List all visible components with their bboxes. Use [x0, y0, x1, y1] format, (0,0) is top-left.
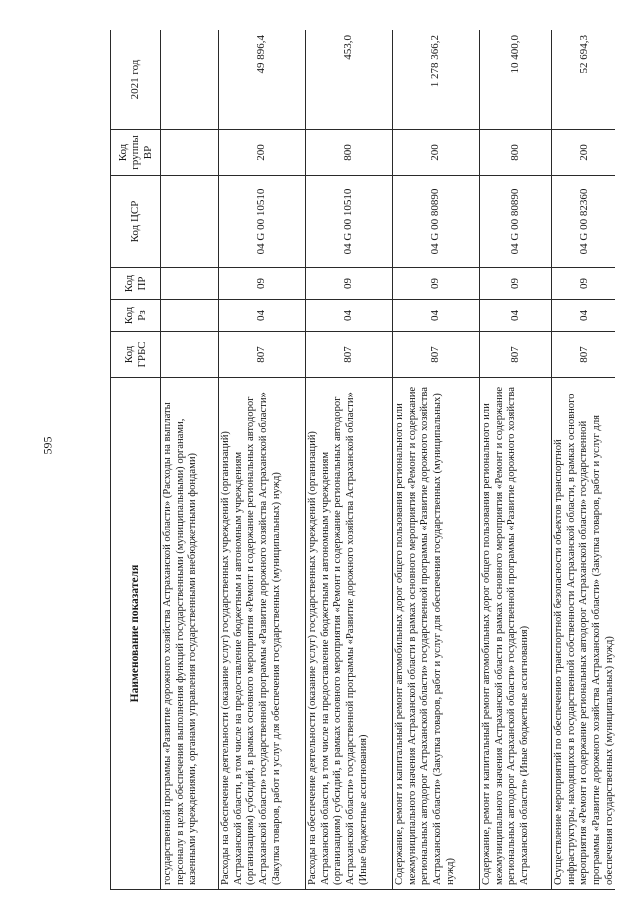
row-rz: 04	[393, 300, 480, 332]
rotated-table-container	[110, 30, 615, 890]
row-csr: 04 G 00 82360	[552, 176, 616, 268]
row-vr: 200	[552, 130, 616, 176]
header-csr: Код ЦСР	[111, 176, 161, 268]
row-name: Содержание, ремонт и капитальный ремонт автомобильных дорог общего пользования регионального или межмуниципального значения Астраханской области в рамках основного мероприятия «Ремонт и содержание региональных автодорог Астраханской области» государственной программы «Развитие дорожного хозяйства Астраханской области» (Закупка товаров, работ и услуг для обеспечения государственных (муниципальных) нужд)	[393, 378, 480, 890]
row-name: Расходы на обеспечение деятельности (оказание услуг) государственных учреждений (организаций) Астраханской области, в том числе на предоставление бюджетным и автономным учреждениям (организациям) субсидий, в рамках основного мероприятия «Ремонт и содержание региональных автодорог Астраханской области» государственной программы «Развитие дорожного хозяйства Астраханской области» (Иные бюджетные ассигнования)	[306, 378, 393, 890]
row-vr: 800	[480, 130, 552, 176]
row-amount: 49 896,4	[219, 30, 306, 130]
row-grbs: 807	[552, 332, 616, 378]
row-vr	[161, 130, 219, 176]
header-grbs: Код ГРБС	[111, 332, 161, 378]
table-row	[161, 30, 219, 890]
row-grbs: 807	[393, 332, 480, 378]
budget-table-area	[110, 30, 615, 890]
row-vr: 200	[219, 130, 306, 176]
row-csr: 04 G 00 80890	[480, 176, 552, 268]
table-row	[393, 30, 480, 890]
row-pr: 09	[393, 268, 480, 300]
row-amount: 52 694,3	[552, 30, 616, 130]
row-pr	[161, 268, 219, 300]
row-rz: 04	[552, 300, 616, 332]
table-row	[480, 30, 552, 890]
row-grbs: 807	[306, 332, 393, 378]
row-pr: 09	[219, 268, 306, 300]
row-rz: 04	[480, 300, 552, 332]
table-row	[552, 30, 616, 890]
row-pr: 09	[552, 268, 616, 300]
row-amount: 10 400,0	[480, 30, 552, 130]
row-csr	[161, 176, 219, 268]
row-pr: 09	[480, 268, 552, 300]
table-row	[306, 30, 393, 890]
table-header-row	[111, 30, 161, 890]
budget-table	[110, 30, 615, 890]
header-vr: Код группы ВР	[111, 130, 161, 176]
header-pr: Код ПР	[111, 268, 161, 300]
row-csr: 04 G 00 10510	[219, 176, 306, 268]
row-vr: 800	[306, 130, 393, 176]
row-grbs: 807	[480, 332, 552, 378]
row-name: государственной программы «Развитие дорожного хозяйства Астраханской области» (Расходы на выплаты персоналу в целях обеспечения выполнения функций государственными (муниципальными) органами, казенными учреждениями, органами управления государственными внебюджетными фондами)	[161, 378, 219, 890]
header-rz: Код Рз	[111, 300, 161, 332]
row-amount: 453,0	[306, 30, 393, 130]
row-pr: 09	[306, 268, 393, 300]
row-rz: 04	[219, 300, 306, 332]
row-csr: 04 G 00 10510	[306, 176, 393, 268]
row-name: Расходы на обеспечение деятельности (оказание услуг) государственных учреждений (организаций) Астраханской области, в том числе на предоставление бюджетным и автономным учреждениям (организациям) субсидий, в рамках основного мероприятия «Ремонт и содержание региональных автодорог Астраханской области» государственной программы «Развитие дорожного хозяйства Астраханской области» (Закупка товаров, работ и услуг для обеспечения государственных (муниципальных) нужд)	[219, 378, 306, 890]
row-amount: 1 278 366,2	[393, 30, 480, 130]
header-name: Наименование показателя	[111, 378, 161, 890]
row-grbs: 807	[219, 332, 306, 378]
row-vr: 200	[393, 130, 480, 176]
page-number: 595	[40, 436, 55, 455]
row-csr: 04 G 00 80890	[393, 176, 480, 268]
row-rz	[161, 300, 219, 332]
row-grbs	[161, 332, 219, 378]
header-year: 2021 год	[111, 30, 161, 130]
row-rz: 04	[306, 300, 393, 332]
table-row	[219, 30, 306, 890]
row-name: Осуществление мероприятий по обеспечению транспортной безопасности объектов транспортной инфраструктуры, находящихся в государственной собственности Астраханской области, в рамках основного мероприятия «Ремонт и содержание региональных автодорог Астраханской области» государственной программы «Развитие дорожного хозяйства Астраханской области» (Закупка товаров, работ и услуг для обеспечения государственных (муниципальных) нужд)	[552, 378, 616, 890]
row-name: Содержание, ремонт и капитальный ремонт автомобильных дорог общего пользования регионального или межмуниципального значения Астраханской области в рамках основного мероприятия «Ремонт и содержание региональных автодорог Астраханской области» государственной программы «Развитие дорожного хозяйства Астраханской области» (Иные бюджетные ассигнования)	[480, 378, 552, 890]
row-amount	[161, 30, 219, 130]
